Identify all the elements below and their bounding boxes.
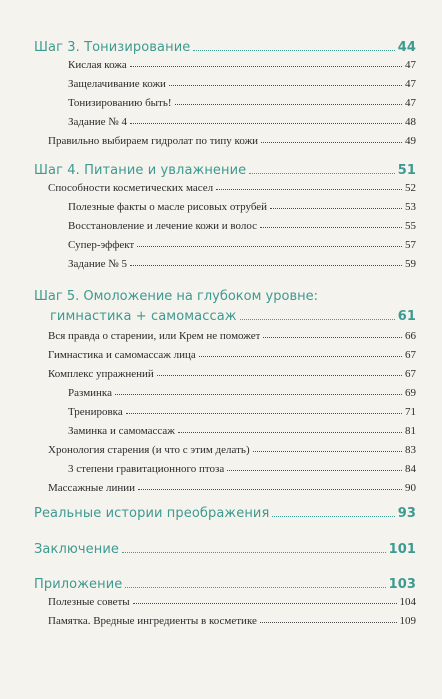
toc-entry-title: Памятка. Вредные ингредиенты в косметике	[48, 615, 257, 627]
toc-entry[interactable]	[48, 482, 416, 494]
toc-entry[interactable]	[48, 368, 416, 380]
dot-leader	[227, 470, 402, 471]
toc-entry[interactable]	[68, 97, 416, 109]
toc-entry-title: Тренировка	[68, 406, 123, 418]
toc-entry-title: Массажные линии	[48, 482, 135, 494]
toc-entry-page: 67	[405, 349, 416, 361]
dot-leader	[169, 85, 402, 86]
toc-entry[interactable]	[68, 201, 416, 213]
dot-leader	[240, 319, 395, 320]
toc-heading-title: Приложение	[34, 577, 123, 592]
dot-leader	[260, 622, 397, 623]
toc-entry-title: Заминка и самомассаж	[68, 425, 175, 437]
toc-entry-page: 81	[405, 425, 416, 437]
toc-entry-page: 84	[405, 463, 416, 475]
toc-entry-page: 71	[405, 406, 416, 418]
toc-entry-title: Разминка	[68, 387, 112, 399]
toc-entry-title: Способности косметических масел	[48, 182, 214, 194]
toc-entry-page: 90	[405, 482, 416, 494]
toc-heading-page: 103	[388, 577, 416, 592]
toc-entry-page: 47	[405, 97, 416, 109]
dot-leader	[126, 413, 402, 414]
toc-entry-page: 59	[405, 258, 416, 270]
toc-entry-page: 49	[405, 135, 416, 147]
toc-entry[interactable]	[68, 78, 416, 90]
toc-entry-page: 83	[405, 444, 416, 456]
toc-entry[interactable]	[68, 425, 416, 437]
toc-entry[interactable]	[68, 258, 416, 270]
toc-heading-step4[interactable]	[34, 163, 416, 178]
dot-leader	[130, 265, 402, 266]
toc-entry-page: 104	[399, 596, 416, 608]
dot-leader	[175, 104, 402, 105]
toc-entry[interactable]	[48, 444, 416, 456]
toc-entry-title: Задание № 4	[68, 116, 128, 128]
toc-entry-page: 52	[405, 182, 416, 194]
dot-leader	[216, 189, 402, 190]
toc-entry[interactable]	[68, 239, 416, 251]
toc-entry[interactable]	[48, 596, 416, 608]
dot-leader	[193, 50, 394, 51]
toc-entry-page: 47	[405, 59, 416, 71]
toc-entry-page: 47	[405, 78, 416, 90]
toc-entry-title: Защелачивание кожи	[68, 78, 166, 90]
dot-leader	[253, 451, 402, 452]
dot-leader	[137, 246, 402, 247]
toc-entry-title: Восстановление и лечение кожи и волос	[68, 220, 257, 232]
toc-entry-title: Вся правда о старении, или Крем не поможет	[48, 330, 261, 342]
toc-entry[interactable]	[68, 59, 416, 71]
toc-entry[interactable]	[68, 406, 416, 418]
dot-leader	[199, 356, 402, 357]
toc-entry[interactable]	[68, 220, 416, 232]
toc-entry-title: Гимнастика и самомассаж лица	[48, 349, 196, 361]
dot-leader	[263, 337, 402, 338]
toc-heading-page: 93	[397, 506, 416, 521]
dot-leader	[125, 587, 385, 588]
toc-heading-step3[interactable]	[34, 40, 416, 55]
toc-entry-title: Супер-эффект	[68, 239, 135, 251]
toc-entry-page: 69	[405, 387, 416, 399]
toc-entry[interactable]	[48, 615, 416, 627]
toc-entry-page: 66	[405, 330, 416, 342]
toc-entry-title: Полезные советы	[48, 596, 130, 608]
toc-entry-page: 48	[405, 116, 416, 128]
toc-heading-title: Шаг 4. Питание и увлажнение	[34, 163, 247, 178]
toc-entry-title: Полезные факты о масле рисовых отрубей	[68, 201, 268, 213]
dot-leader	[122, 552, 386, 553]
toc-entry-title: Тонизированию быть!	[68, 97, 172, 109]
toc-entry-title: Хронология старения (и что с этим делать)	[48, 444, 250, 456]
toc-heading-page: 101	[388, 542, 416, 557]
toc-entry-title: Кислая кожа	[68, 59, 127, 71]
toc-entry-title: Комплекс упражнений	[48, 368, 154, 380]
dot-leader	[249, 173, 394, 174]
toc-heading-page: 61	[397, 309, 416, 324]
toc-entry-title: Задание № 5	[68, 258, 128, 270]
dot-leader	[272, 516, 394, 517]
toc-entry[interactable]	[48, 182, 416, 194]
toc-entry[interactable]	[48, 349, 416, 361]
toc-entry-page: 57	[405, 239, 416, 251]
dot-leader	[133, 603, 397, 604]
dot-leader	[261, 142, 402, 143]
toc-entry-page: 53	[405, 201, 416, 213]
toc-heading-title: Реальные истории преображения	[34, 506, 270, 521]
toc-heading-title: Заключение	[34, 542, 120, 557]
dot-leader	[138, 489, 402, 490]
dot-leader	[260, 227, 402, 228]
dot-leader	[270, 208, 402, 209]
toc-entry[interactable]	[68, 463, 416, 475]
toc-entry-page: 67	[405, 368, 416, 380]
toc-heading-title: Шаг 3. Тонизирование	[34, 40, 191, 55]
dot-leader	[178, 432, 402, 433]
dot-leader	[130, 66, 402, 67]
dot-leader	[130, 123, 402, 124]
dot-leader	[115, 394, 402, 395]
toc-entry[interactable]	[68, 116, 416, 128]
toc-entry[interactable]	[48, 135, 416, 147]
dot-leader	[157, 375, 402, 376]
toc-entry[interactable]	[68, 387, 416, 399]
toc-heading-page: 51	[397, 163, 416, 178]
toc-entry-title: Правильно выбираем гидролат по типу кожи	[48, 135, 259, 147]
toc-heading-step5-line1[interactable]: Шаг 5. Омоложение на глубоком уровне:	[34, 289, 318, 304]
toc-heading-appendix[interactable]	[34, 577, 416, 592]
toc-entry-title: 3 степени гравитационного птоза	[68, 463, 225, 475]
toc-heading-page: 44	[397, 40, 416, 55]
toc-heading-conclusion[interactable]	[34, 542, 416, 557]
toc-heading-title: гимнастика + самомассаж	[50, 309, 237, 324]
toc-entry-page: 109	[399, 615, 416, 627]
toc-heading-stories[interactable]	[34, 506, 416, 521]
toc-entry[interactable]	[48, 330, 416, 342]
toc-entry-page: 55	[405, 220, 416, 232]
toc-heading-step5[interactable]	[50, 309, 416, 324]
